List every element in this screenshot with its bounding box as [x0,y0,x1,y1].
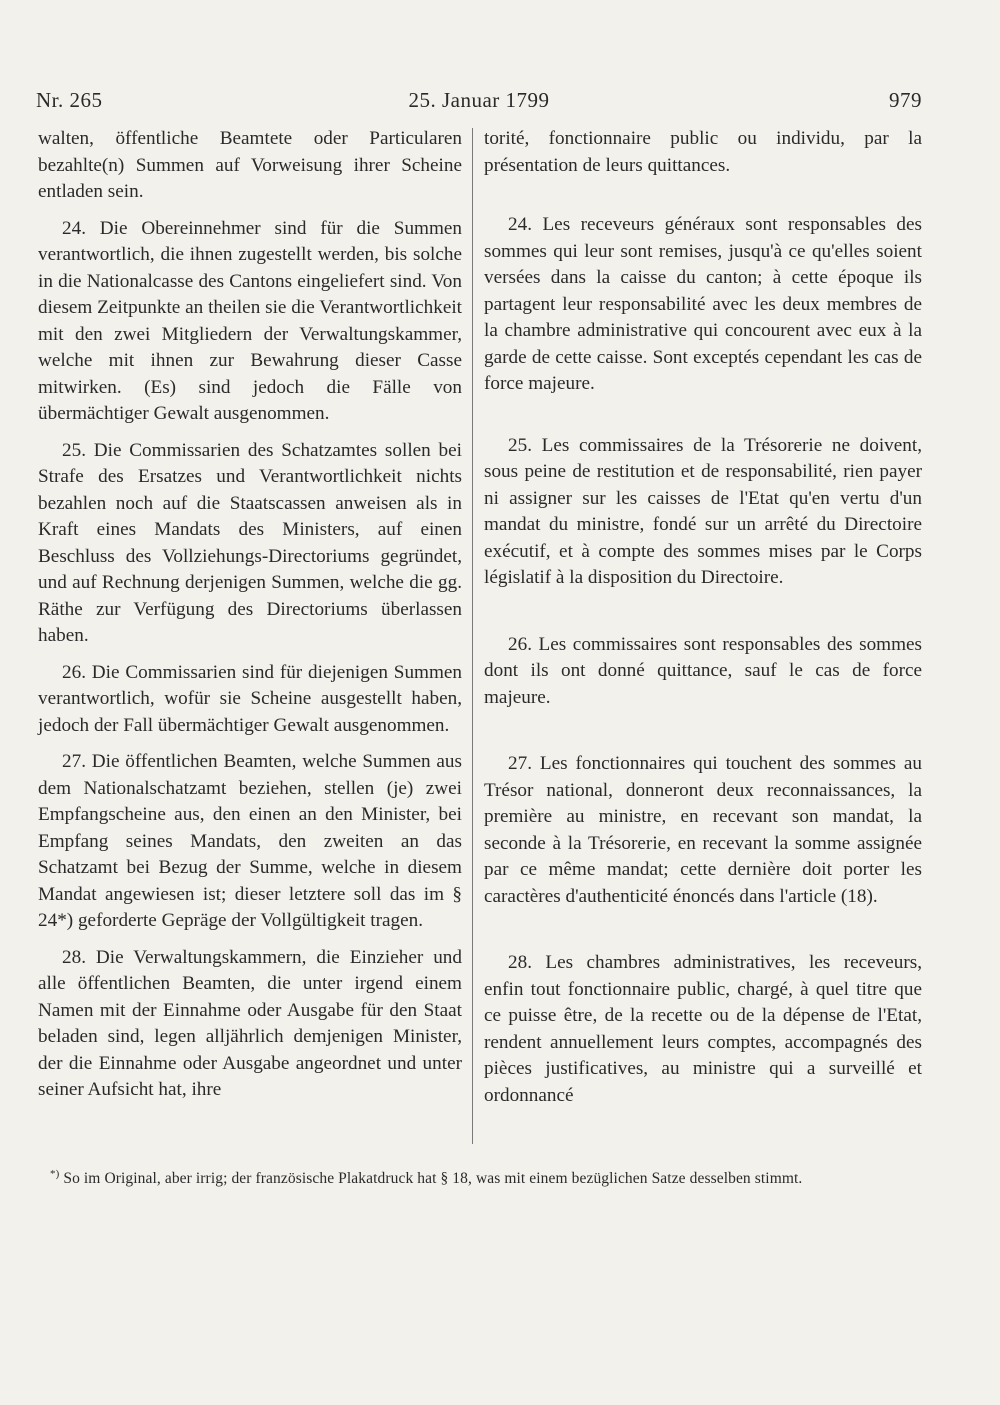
article-26-de: 26. Die Commissarien sind für diejenigen Summen verantwortlich, wofür sie Scheine ausgestellt haben, jedoch der Fall übermächtiger Gewalt ausgenommen. [38,661,462,736]
french-column [484,126,922,1109]
article-24-fr: 24. Les receveurs généraux sont responsables des sommes qui leur sont remises, jusqu'à ce qu'elles soient versées dans la caisse du canton; à cette époque ils partagent leur responsabilité avec les deux membres de la chambre administrative qui concourent avec eux à la garde de cette caisse. Sont exceptés cependant les cas de force majeure. [484,214,922,394]
column-divider [472,128,473,1144]
article-25-fr: 25. Les commissaires de la Trésorerie ne doivent, sous peine de restitution et de responsabilité, rien payer ni assigner sur les caisses de l'Etat qu'en vertu d'un mandat du ministre, fondé sur un arrêté du Directoire exécutif, et à compte des sommes mises par le Corps législatif à la disposition du Directoire. [484,434,922,588]
article-26-fr: 26. Les commissaires sont responsables des sommes dont ils ont donné quittance, sauf le cas de force majeure. [484,633,922,708]
paragraph-continued-fr: torité, fonctionnaire public ou individu, par la présentation de leurs quittances. [484,128,922,176]
footnote [50,1168,922,1188]
document-number: Nr. 265 [36,88,103,112]
footnote-text: So im Original, aber irrig; der französische Plakatdruck hat § 18, was mit einem bezüglichen Satze desselben stimmt. [63,1170,803,1188]
german-column [38,126,462,1104]
article-28-de: 28. Die Verwaltungskammern, die Einzieher und alle öffentlichen Beamten, die unter irgend einem Namen mit der Einnahme oder Ausgabe für den Staat beladen sind, legen alljährlich demjenigen Minister, der die Einnahme oder Ausgabe angeordnet und unter seiner Aufsicht hat, ihre [38,946,462,1100]
document-date: 25. Januar 1799 [408,88,550,112]
article-25-de: 25. Die Commissarien des Schatzamtes sollen bei Strafe des Ersatzes und Verantwortlichkeit nichts bezahlen noch auf die Staatscassen anweisen als in Kraft eines Mandats des Ministers, auf einen Beschluss des Vollziehungs-Directoriums gegründet, und auf Rechnung derjenigen Summen, welche die gg. Räthe zur Verfügung des Directoriums überlassen haben. [38,439,462,646]
article-24-de: 24. Die Obereinnehmer sind für die Summen verantwortlich, die ihnen zugestellt werden, bis solche in die Nationalcasse des Cantons eingeliefert sind. Von diesem Zeitpunkte an theilen sie die Verantwortlichkeit mit den zwei Mitgliedern der Verwaltungskammer, welche mit ihnen zur Bewahrung dieser Casse mitwirken. (Es) sind jedoch die Fälle von übermächtiger Gewalt ausgenommen. [38,217,462,424]
article-27-de: 27. Die öffentlichen Beamten, welche Summen aus dem Nationalschatzamt beziehen, stellen (je) zwei Empfangscheine aus, den einen an den Minister, bei Empfang seines Mandats, den zweiten an das Schatzamt bei Bezug der Summe, welche in diesem Mandat angewiesen ist; dieser letztere soll das im § 24*) geforderte Gepräge der Vollgültigkeit tragen. [38,751,462,931]
article-28-fr: 28. Les chambres administratives, les receveurs, enfin tout fonctionnaire public, chargé, à quel titre que ce puisse être, de la recette ou de la dépense de l'Etat, rendent annuellement leurs comptes, accompagnés des pièces justificatives, au ministre qui a surveillé et ordonnancé [484,952,922,1106]
footnote-marker: *) [50,1168,60,1180]
page-number: 979 [889,88,922,112]
page-header [36,88,922,118]
paragraph-continued-de: walten, öffentliche Beamtete oder Particularen bezahlte(n) Summen auf Vorweisung ihrer Scheine entladen sein. [38,128,462,202]
article-27-fr: 27. Les fonctionnaires qui touchent des sommes au Trésor national, donneront deux reconnaissances, la première au ministre, en recevant son mandat, la seconde à la Trésorerie, en recevant la somme assignée par ce même mandat; cette dernière doit porter les caractères d'authenticité énoncés dans l'article (18). [484,753,922,907]
